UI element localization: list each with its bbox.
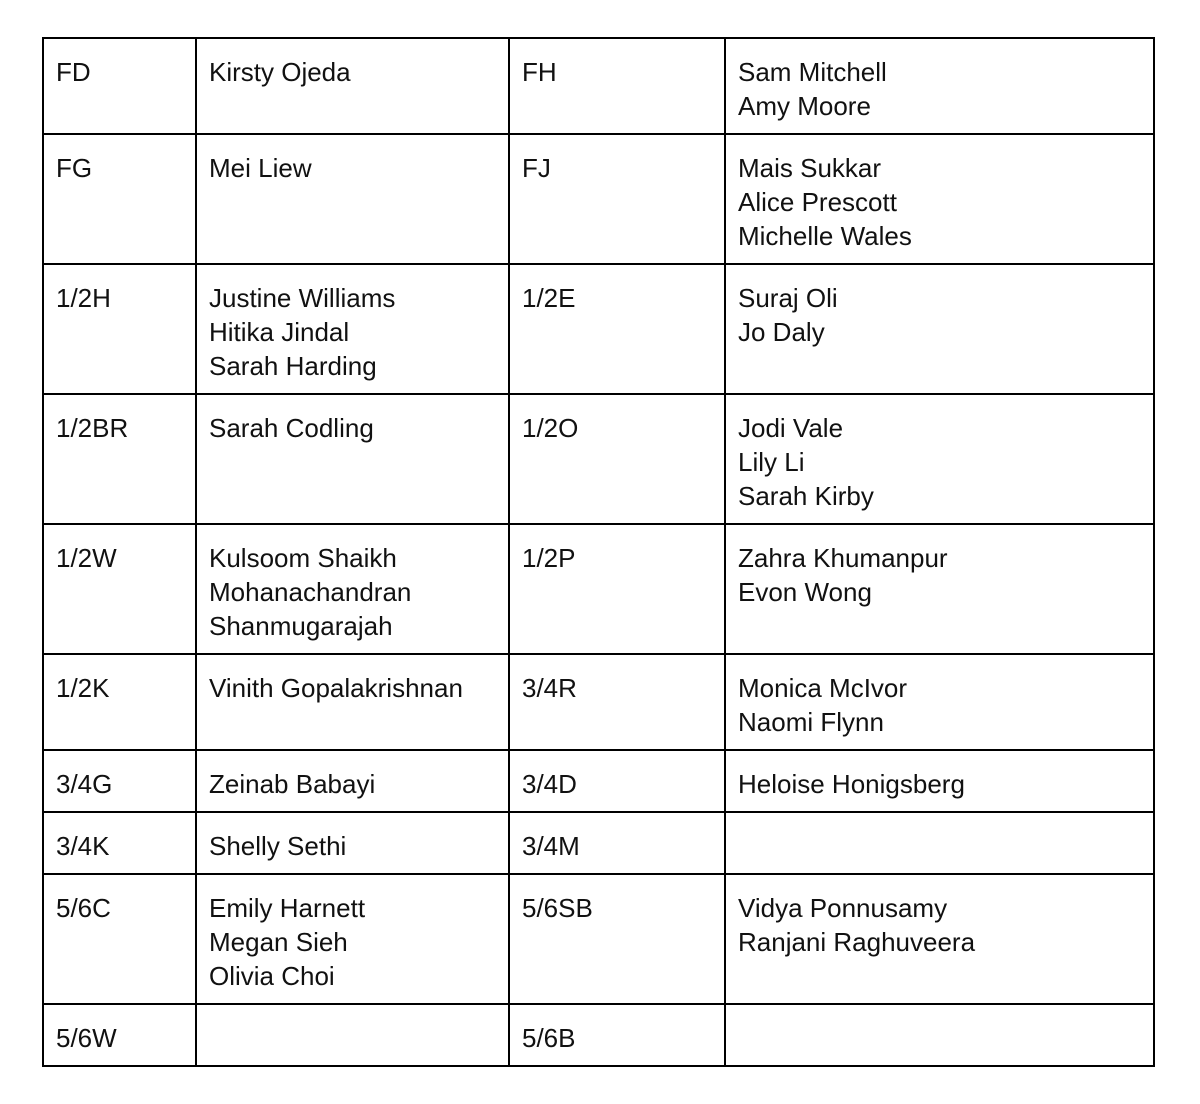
table-row — [43, 1004, 1154, 1066]
staff-name: Mais Sukkar — [738, 153, 882, 183]
staff-names-cell — [196, 750, 509, 812]
table-row — [43, 38, 1154, 134]
staff-name: Suraj Oli — [738, 283, 838, 313]
class-staff-table — [42, 37, 1155, 1067]
class-code-cell: 1/2P — [509, 524, 725, 654]
class-code-cell: FJ — [509, 134, 725, 264]
staff-name: Jo Daly — [738, 317, 825, 347]
table-row — [43, 874, 1154, 1004]
staff-names-cell — [725, 264, 1154, 394]
staff-names-cell — [725, 1004, 1154, 1066]
staff-name: Evon Wong — [738, 577, 872, 607]
staff-name: Shelly Sethi — [209, 831, 347, 861]
class-code-cell: 1/2E — [509, 264, 725, 394]
staff-name: Justine Williams — [209, 283, 396, 313]
table-row — [43, 812, 1154, 874]
table-row — [43, 524, 1154, 654]
class-code-cell: 3/4M — [509, 812, 725, 874]
staff-name: Sarah Kirby — [738, 481, 874, 511]
staff-name: Zeinab Babayi — [209, 769, 376, 799]
staff-names-cell — [196, 812, 509, 874]
class-code-cell: 1/2H — [43, 264, 196, 394]
class-code-cell: FD — [43, 38, 196, 134]
staff-names-cell — [725, 812, 1154, 874]
class-code-cell: 3/4R — [509, 654, 725, 750]
staff-name: Olivia Choi — [209, 961, 335, 991]
table-body — [43, 38, 1154, 1066]
staff-name: Mohanachandran — [209, 577, 412, 607]
staff-name: Sarah Harding — [209, 351, 377, 381]
staff-names-cell — [725, 750, 1154, 812]
staff-name: Hitika Jindal — [209, 317, 350, 347]
staff-name: Kulsoom Shaikh — [209, 543, 397, 573]
staff-name: Heloise Honigsberg — [738, 769, 965, 799]
table-row — [43, 264, 1154, 394]
staff-name: Ranjani Raghuveera — [738, 927, 976, 957]
staff-name: Lily Li — [738, 447, 805, 477]
staff-name: Naomi Flynn — [738, 707, 884, 737]
class-code-cell: 1/2BR — [43, 394, 196, 524]
staff-names-cell — [725, 38, 1154, 134]
staff-names-cell — [196, 654, 509, 750]
table-row — [43, 134, 1154, 264]
staff-name: Vidya Ponnusamy — [738, 893, 948, 923]
staff-names-cell — [196, 874, 509, 1004]
staff-names-cell — [725, 654, 1154, 750]
staff-names-cell — [196, 134, 509, 264]
staff-name: Megan Sieh — [209, 927, 348, 957]
staff-name: Vinith Gopalakrishnan — [209, 673, 463, 703]
staff-name: Sam Mitchell — [738, 57, 887, 87]
class-code-cell: 5/6W — [43, 1004, 196, 1066]
staff-names-cell — [196, 264, 509, 394]
staff-name: Sarah Codling — [209, 413, 374, 443]
class-code-cell: 1/2W — [43, 524, 196, 654]
staff-name: Monica McIvor — [738, 673, 908, 703]
class-code-cell: 3/4G — [43, 750, 196, 812]
staff-name: Mei Liew — [209, 153, 312, 183]
staff-name: Michelle Wales — [738, 221, 912, 251]
table-row — [43, 394, 1154, 524]
staff-name: Jodi Vale — [738, 413, 844, 443]
staff-names-cell — [196, 394, 509, 524]
class-code-cell: 3/4D — [509, 750, 725, 812]
class-code-cell: 5/6C — [43, 874, 196, 1004]
staff-name: Zahra Khumanpur — [738, 543, 948, 573]
staff-names-cell — [725, 134, 1154, 264]
staff-names-cell — [725, 874, 1154, 1004]
staff-name: Amy Moore — [738, 91, 871, 121]
class-code-cell: FH — [509, 38, 725, 134]
table-row — [43, 654, 1154, 750]
staff-name: Alice Prescott — [738, 187, 897, 217]
table-row — [43, 750, 1154, 812]
staff-name: Emily Harnett — [209, 893, 366, 923]
class-code-cell: 1/2K — [43, 654, 196, 750]
class-code-cell: FG — [43, 134, 196, 264]
class-code-cell: 1/2O — [509, 394, 725, 524]
staff-name: Shanmugarajah — [209, 611, 393, 641]
staff-name: Kirsty Ojeda — [209, 57, 351, 87]
class-code-cell: 5/6B — [509, 1004, 725, 1066]
staff-names-cell — [725, 524, 1154, 654]
staff-names-cell — [196, 38, 509, 134]
class-code-cell: 3/4K — [43, 812, 196, 874]
staff-names-cell — [725, 394, 1154, 524]
staff-names-cell — [196, 524, 509, 654]
staff-names-cell — [196, 1004, 509, 1066]
class-code-cell: 5/6SB — [509, 874, 725, 1004]
